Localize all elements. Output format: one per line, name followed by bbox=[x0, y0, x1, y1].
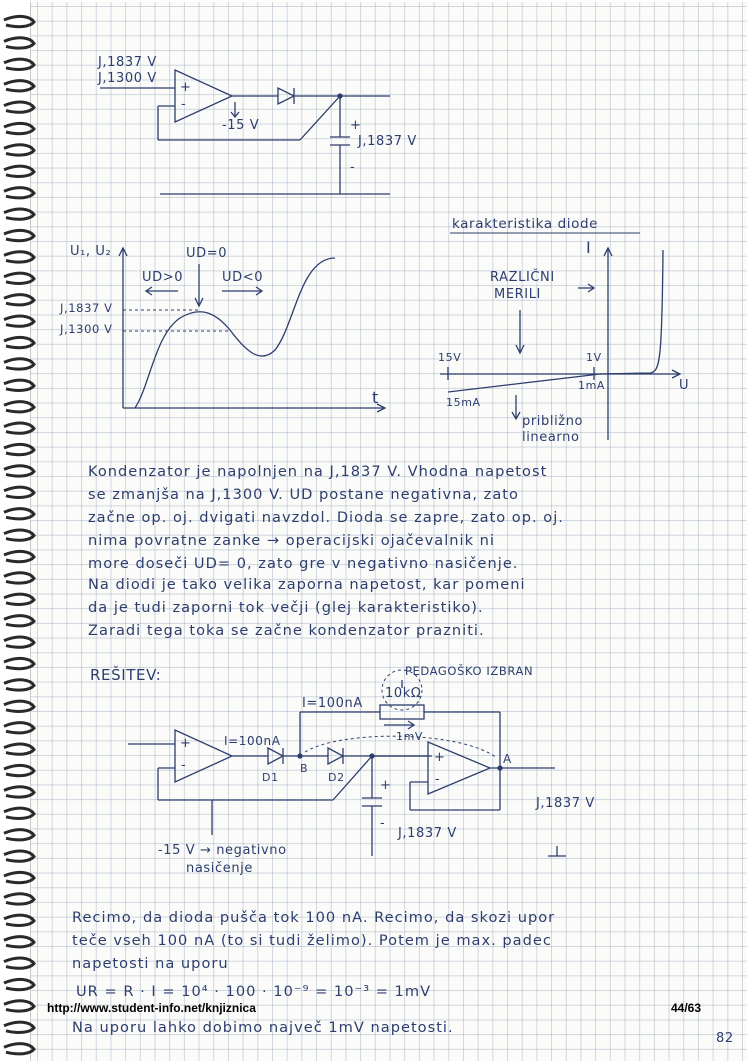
para3-line: napetosti na uporu bbox=[72, 955, 229, 972]
node-a-label: A bbox=[503, 752, 512, 766]
circuit1-cap-plus: + bbox=[350, 118, 362, 133]
circuit1-input-voltage-1: J,1837 V bbox=[98, 55, 157, 70]
diode-char-v-pos: 1V bbox=[586, 351, 602, 364]
pedagog-note: PEDAGOŠKO IZBRAN bbox=[405, 664, 534, 678]
cap-plus: + bbox=[380, 778, 392, 793]
circuit1-plus-sign: + bbox=[180, 80, 192, 95]
diode-char-note-1: RAZLIČNI bbox=[490, 270, 555, 285]
diode-char-y-label: I bbox=[586, 238, 592, 257]
diode-char-approx-1: približno bbox=[522, 414, 584, 429]
diode-char-v-neg: 15V bbox=[438, 351, 462, 364]
equation: UR = R · I = 10⁴ · 100 · 10⁻⁹ = 10⁻³ = 1mV bbox=[76, 983, 432, 1000]
circuit1-cap-minus: - bbox=[350, 160, 356, 175]
cap-minus: - bbox=[380, 816, 386, 831]
diode-char-title: karakteristika diode bbox=[452, 216, 599, 232]
circuit1-supply-label: -15 V bbox=[222, 118, 260, 133]
cap-voltage: J,1837 V bbox=[398, 826, 457, 841]
ud-zero-label: UD=0 bbox=[186, 246, 228, 261]
mv-label: 1mV bbox=[396, 730, 424, 743]
para1-line: more doseči UD= 0, zato gre v negativno nasičenje. bbox=[88, 555, 519, 572]
para2-line: Zaradi tega toka se začne kondenzator prazniti. bbox=[88, 622, 485, 639]
paragraph-4: Na uporu lahko dobimo največ 1mV napetosti. bbox=[72, 1019, 454, 1036]
circuit1-minus-sign: - bbox=[181, 97, 187, 112]
para2-line: da je tudi zaporni tok večji (glej karakteristiko). bbox=[88, 599, 484, 616]
output-voltage: J,1837 V bbox=[536, 796, 595, 811]
d2-label: D2 bbox=[328, 771, 345, 784]
para2-line: Na diodi je tako velika zaporna napetost, kar pomeni bbox=[88, 576, 526, 593]
diode-char-i-pos: 1mA bbox=[578, 379, 606, 392]
timing-y-label: U₁, U₂ bbox=[70, 244, 112, 259]
opamp1-plus: + bbox=[180, 736, 192, 751]
diode-char-x-label: U bbox=[679, 378, 690, 393]
d1-label: D1 bbox=[262, 771, 279, 784]
circuit1-input-voltage-2: J,1300 V bbox=[98, 71, 157, 86]
para1-line: Kondenzator je napolnjen na J,1837 V. Vhodna napetost bbox=[88, 463, 548, 480]
footer-url[interactable]: http://www.student-info.net/knjiznica bbox=[47, 1001, 256, 1015]
current-top-label: I=100nA bbox=[302, 696, 363, 711]
timing-level-1: J,1837 V bbox=[60, 301, 113, 315]
footer-page-count: 44/63 bbox=[671, 1001, 702, 1015]
para3-line: Recimo, da dioda pušča tok 100 nA. Recimo, da skozi upor bbox=[72, 909, 556, 926]
diode-char-approx-2: linearno bbox=[522, 430, 580, 445]
para1-line: nima povratne zanke → operacijski ojačevalnik ni bbox=[88, 532, 495, 549]
current-mid-label: I=100nA bbox=[224, 734, 281, 748]
ud-positive-label: UD>0 bbox=[142, 270, 184, 285]
page-number: 82 bbox=[716, 1031, 734, 1046]
node-b-label: B bbox=[300, 762, 309, 775]
supply-note-1: -15 V → negativno bbox=[158, 843, 287, 858]
opamp2-plus: + bbox=[434, 750, 446, 765]
solution-heading: REŠITEV: bbox=[90, 666, 162, 684]
supply-note-2: nasičenje bbox=[186, 861, 253, 876]
timing-level-2: J,1300 V bbox=[60, 322, 113, 336]
para1-line: začne op. oj. dvigati navzdol. Dioda se zapre, zato op. oj. bbox=[88, 509, 564, 526]
timing-x-label: t bbox=[372, 388, 379, 407]
ud-negative-label: UD<0 bbox=[222, 270, 264, 285]
para3-line: teče vseh 100 nA (to si tudi želimo). Potem je max. padec bbox=[72, 932, 552, 949]
para1-line: se zmanjša na J,1300 V. UD postane negativna, zato bbox=[88, 486, 519, 503]
diode-char-note-2: MERILI bbox=[494, 287, 541, 302]
opamp1-minus: - bbox=[181, 758, 187, 773]
circuit1-cap-voltage: J,1837 V bbox=[358, 134, 417, 149]
diode-char-i-neg: 15mA bbox=[446, 396, 481, 409]
resistor-value: 10kΩ bbox=[385, 686, 422, 701]
opamp2-minus: - bbox=[435, 772, 441, 787]
